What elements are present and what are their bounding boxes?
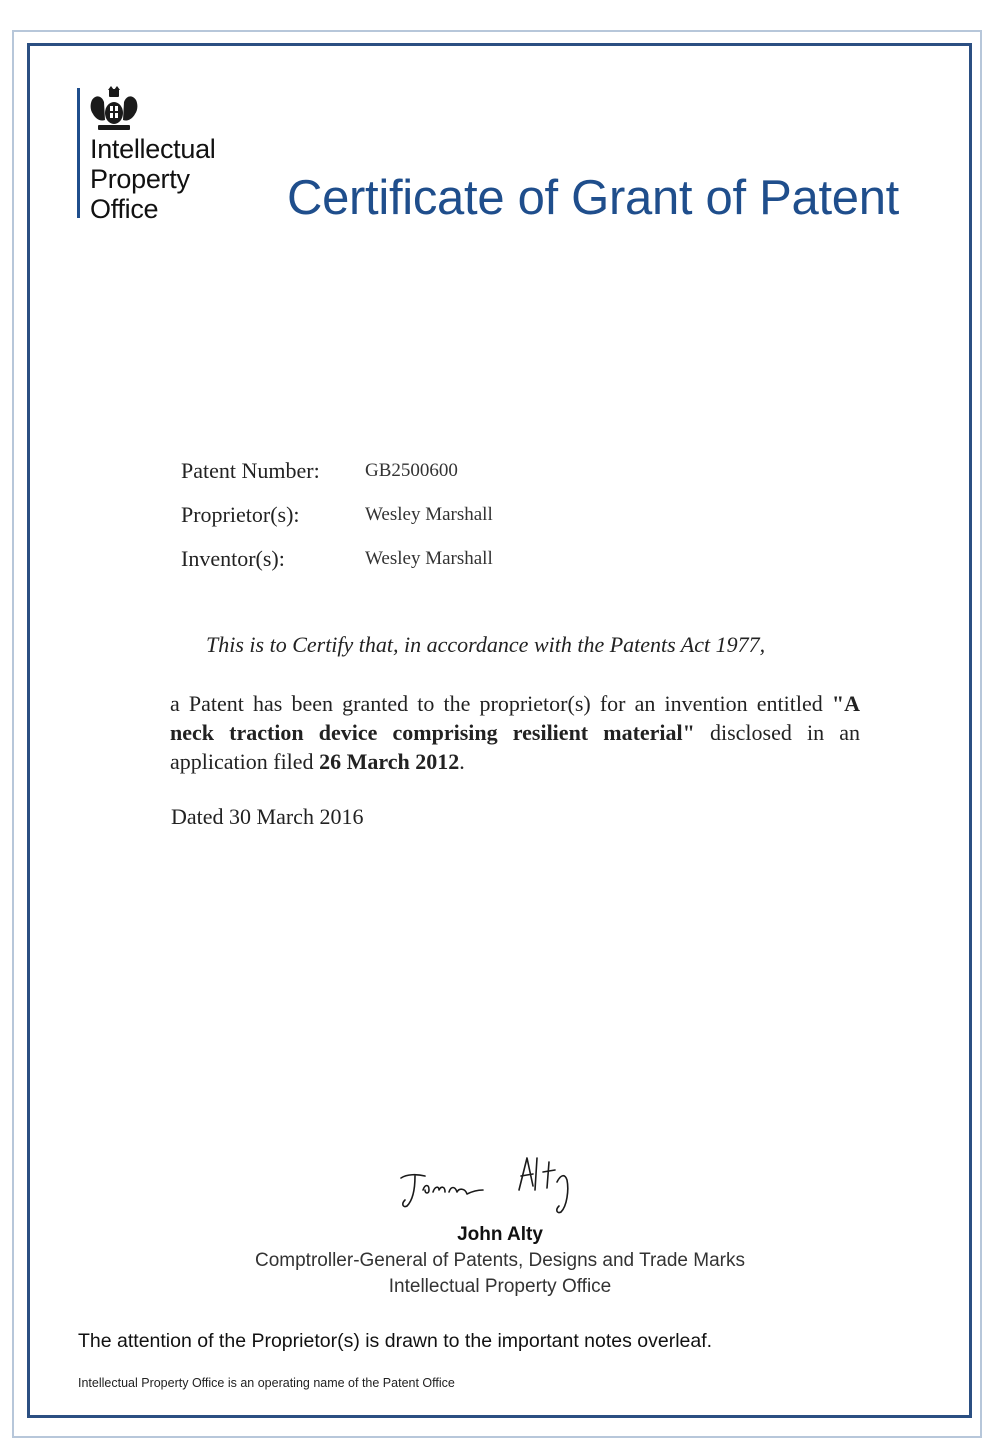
royal-crest-icon	[86, 86, 142, 132]
signatory-block	[0, 1222, 1000, 1300]
signatory-office: Intellectual Property Office	[388, 1276, 612, 1297]
grant-text-before: a Patent has been granted to the proprietor(s) for an invention entitled	[170, 691, 832, 716]
signatory-title: Comptroller-General of Patents, Designs and Trade Marks	[255, 1250, 745, 1271]
inventor-value: Wesley Marshall	[365, 548, 493, 569]
patent-number-label: Patent Number:	[181, 458, 320, 483]
grant-text-end: .	[459, 749, 465, 774]
certify-statement: This is to Certify that, in accordance with the Patents Act 1977,	[206, 632, 766, 657]
invention-title: "A neck traction device comprising resilient material"	[170, 691, 860, 745]
inventor-label: Inventor(s):	[181, 546, 285, 571]
proprietor-label: Proprietor(s):	[181, 502, 300, 527]
handwritten-signature	[395, 1150, 585, 1220]
proprietor-value: Wesley Marshall	[365, 504, 493, 525]
logo-divider	[77, 88, 80, 218]
patent-number-value: GB2500600	[365, 460, 458, 481]
filed-date: 26 March 2012	[319, 749, 460, 774]
grant-text-middle: disclosed in an application filed	[170, 720, 860, 774]
attention-notice: The attention of the Proprietor(s) is drawn to the important notes overleaf.	[78, 1330, 713, 1352]
ipo-logo-text	[90, 134, 215, 224]
grant-paragraph	[170, 689, 860, 776]
footnote: Intellectual Property Office is an operating name of the Patent Office	[78, 1376, 455, 1390]
dated-line: Dated 30 March 2016	[171, 804, 364, 829]
signatory-name: John Alty	[457, 1224, 543, 1245]
logo-line-office: Office	[90, 194, 159, 224]
certificate-title: Certificate of Grant of Patent	[287, 171, 899, 225]
logo-line-intellectual: Intellectual	[90, 134, 216, 164]
logo-line-property: Property	[90, 164, 190, 194]
